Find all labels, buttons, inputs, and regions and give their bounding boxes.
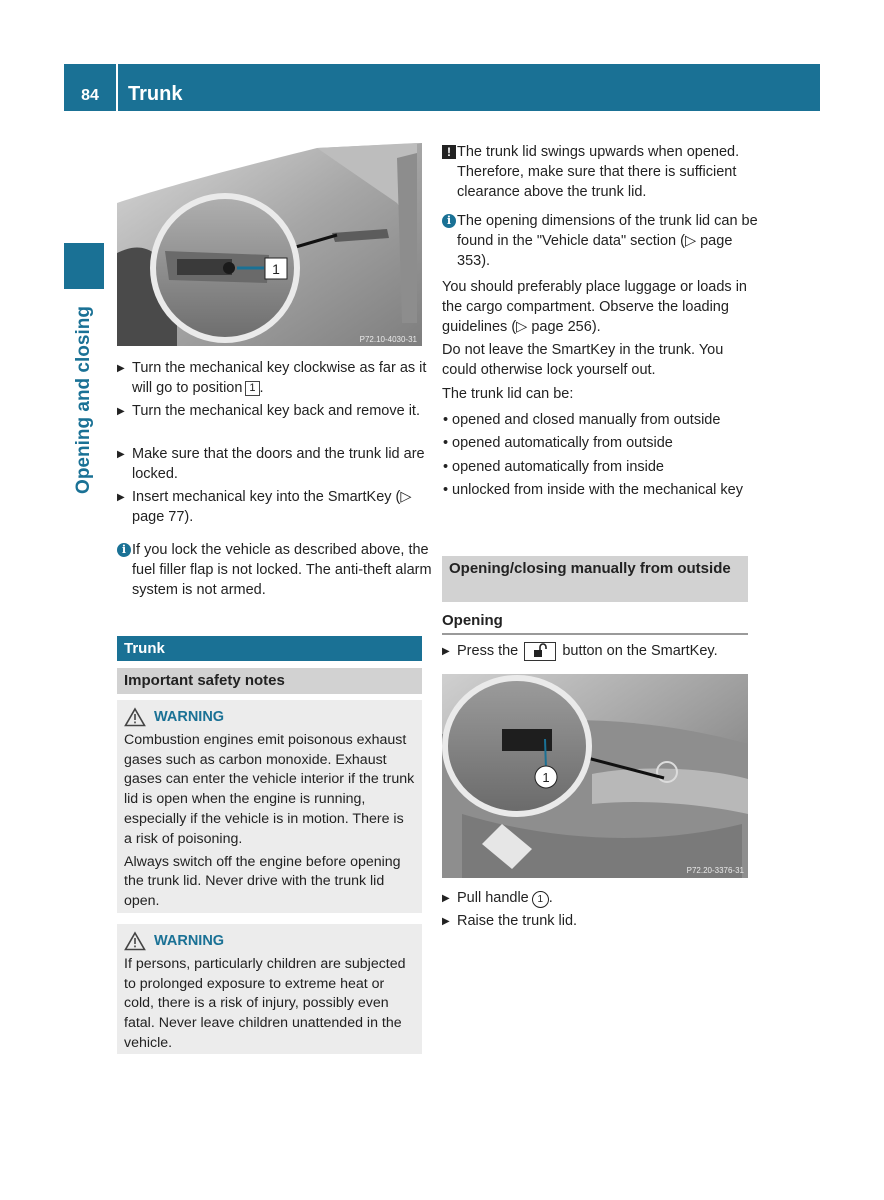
page-title: Trunk	[128, 83, 183, 105]
figure-trunk-handle	[442, 674, 748, 878]
step-arrow-icon: ▶	[442, 646, 450, 657]
trunk-handle-illustration	[442, 674, 748, 878]
figure1-callout: 1	[272, 261, 280, 277]
figure-door-handle	[117, 143, 422, 346]
subsection-opening: Opening	[442, 611, 748, 635]
step-pull-handle: ▶ Pull handle 1 .	[442, 889, 763, 909]
warning-triangle-icon	[124, 931, 146, 951]
info-note-dimensions: i The opening dimensions of the trunk lid can be found in the "Vehicle data" section (▷ page 353).	[442, 212, 763, 271]
warning-text: Always switch off the engine before opening the trunk lid. Never drive with the trunk lid open.	[124, 853, 401, 910]
paragraph-trunk-lid: The trunk lid can be:	[442, 386, 574, 402]
step-check-locked: ▶ Make sure that the doors and the trunk lid are locked.	[117, 446, 425, 482]
figure2-callout: 1	[542, 770, 550, 785]
side-tab-marker	[64, 243, 104, 289]
warning-text: If persons, particularly children are subjected to prolonged exposure to extreme heat or cold, there is a risk of injury, possibly even fatal. Never leave children unattended in the vehicle.	[124, 955, 406, 1051]
section-heading-safety: Important safety notes	[117, 668, 422, 694]
door-handle-illustration	[117, 143, 422, 346]
step-arrow-icon: ▶	[442, 916, 450, 927]
trunk-unlock-button-icon	[524, 642, 556, 661]
caution-note-clearance: ! The trunk lid swings upwards when opened. Therefore, make sure that there is sufficient clearance above the trunk lid.	[442, 143, 763, 202]
paragraph-luggage: You should preferably place luggage or loads in the cargo compartment. Observe the loading guidelines (▷ page 256).	[442, 279, 747, 335]
paragraph-smartkey: Do not leave the SmartKey in the trunk. You could otherwise lock yourself out.	[442, 342, 724, 378]
warning-heading: WARNING	[124, 932, 415, 952]
list-item: • opened automatically from outside	[443, 435, 673, 451]
list-item: • opened automatically from inside	[443, 459, 664, 475]
step-turn-back: ▶ Turn the mechanical key back and remove it.	[117, 402, 437, 422]
exclamation-icon: !	[442, 145, 456, 159]
step-arrow-icon: ▶	[117, 406, 125, 417]
step-arrow-icon: ▶	[442, 893, 450, 904]
step-press-button: ▶ Press the button on the SmartKey.	[442, 642, 763, 662]
step-insert-key: ▶ Insert mechanical key into the SmartKey (▷ page 77).	[117, 489, 412, 525]
list-item: • unlocked from inside with the mechanical key	[443, 482, 743, 498]
section-heading-manual: Opening/closing manually from outside	[442, 556, 748, 602]
step-arrow-icon: ▶	[117, 449, 125, 460]
figure1-code: P72.10-4030-31	[359, 335, 417, 344]
step-arrow-icon: ▶	[117, 492, 125, 503]
info-icon: i	[442, 214, 456, 228]
warning-triangle-icon	[124, 707, 146, 727]
figure2-code: P72.20-3376-31	[686, 866, 744, 875]
step-arrow-icon: ▶	[117, 363, 125, 374]
info-note-fuel-flap: i If you lock the vehicle as described above, the fuel filler flap is not locked. The anti-theft alarm system is not armed.	[117, 541, 437, 600]
list-item: • opened and closed manually from outside	[443, 412, 721, 428]
side-tab-label: Opening and closing	[73, 306, 95, 494]
warning-text: Combustion engines emit poisonous exhaust gases such as carbon monoxide. Exhaust gases can enter the vehicle interior if the trunk lid is open when the engine is running, especially if the vehicle is in motion. There is a risk of poisoning.	[124, 731, 415, 847]
step-turn-key: ▶ Turn the mechanical key clockwise as far as it will go to position 1 .	[117, 360, 427, 396]
page-number: 84	[81, 87, 99, 104]
step-raise-lid: ▶ Raise the trunk lid.	[442, 912, 763, 932]
header-divider	[116, 64, 118, 111]
callout-marker: 1	[532, 891, 549, 908]
warning-box-exhaust	[117, 700, 422, 913]
info-icon: i	[117, 543, 131, 557]
section-heading-trunk: Trunk	[117, 636, 422, 661]
side-tab	[64, 295, 104, 505]
position-marker: 1	[245, 381, 259, 396]
warning-heading: WARNING	[124, 708, 415, 728]
warning-box-heat	[117, 924, 422, 1054]
